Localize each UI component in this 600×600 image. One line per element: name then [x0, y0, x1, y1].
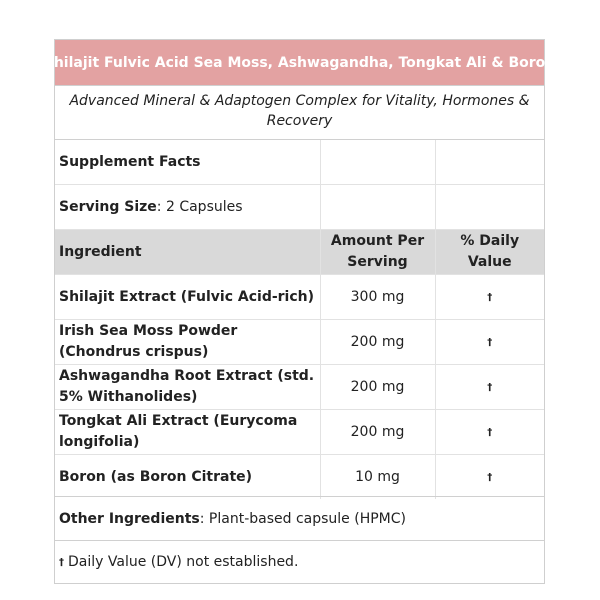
amount-header: Amount Per Serving [320, 230, 435, 275]
ingredient-name: Boron (as Boron Citrate) [55, 455, 320, 500]
serving-size-row [55, 185, 544, 230]
ingredient-header: Ingredient [55, 230, 320, 275]
product-subtitle: Advanced Mineral & Adaptogen Complex for Vitality, Hormones & Recovery [55, 85, 544, 140]
ingredient-name: Tongkat Ali Extract (Eurycoma longifolia) [55, 410, 320, 455]
facts-heading-row [55, 140, 544, 185]
ingredient-daily-value: † [435, 365, 544, 410]
table-row [55, 455, 544, 500]
other-ingredients [55, 496, 544, 540]
footnote-text: Daily Value (DV) not established. [68, 554, 299, 570]
supplement-facts-panel [43, 39, 556, 584]
serving-size-value: : 2 Capsules [156, 198, 243, 215]
ingredient-name: Shilajit Extract (Fulvic Acid-rich) [55, 275, 320, 320]
facts-heading: Supplement Facts [55, 140, 320, 185]
supplement-facts-table [55, 140, 544, 499]
table-row [55, 365, 544, 410]
dagger-symbol: † [59, 556, 64, 568]
daily-value-footnote [55, 540, 544, 583]
ingredient-daily-value: † [435, 275, 544, 320]
ingredient-name: Ashwagandha Root Extract (std. 5% Withanolides) [55, 365, 320, 410]
serving-size-label: Serving Size [59, 198, 157, 215]
ingredient-name: Irish Sea Moss Powder (Chondrus crispus) [55, 320, 320, 365]
ingredient-amount: 200 mg [320, 320, 435, 365]
ingredient-amount: 300 mg [320, 275, 435, 320]
ingredient-daily-value: † [435, 455, 544, 500]
other-ingredients-label: Other Ingredients [59, 510, 200, 527]
ingredient-amount: 10 mg [320, 455, 435, 500]
ingredient-daily-value: † [435, 410, 544, 455]
ingredient-daily-value: † [435, 320, 544, 365]
ingredient-amount: 200 mg [320, 410, 435, 455]
ingredient-amount: 200 mg [320, 365, 435, 410]
table-header-row [55, 230, 544, 275]
product-title: Shilajit Fulvic Acid Sea Moss, Ashwagandha, Tongkat Ali & Boron [55, 40, 544, 86]
table-row [55, 410, 544, 455]
other-ingredients-value: : Plant-based capsule (HPMC) [199, 510, 406, 527]
table-row [55, 275, 544, 320]
serving-size [55, 185, 320, 230]
daily-value-header: % Daily Value [435, 230, 544, 275]
table-row [55, 320, 544, 365]
